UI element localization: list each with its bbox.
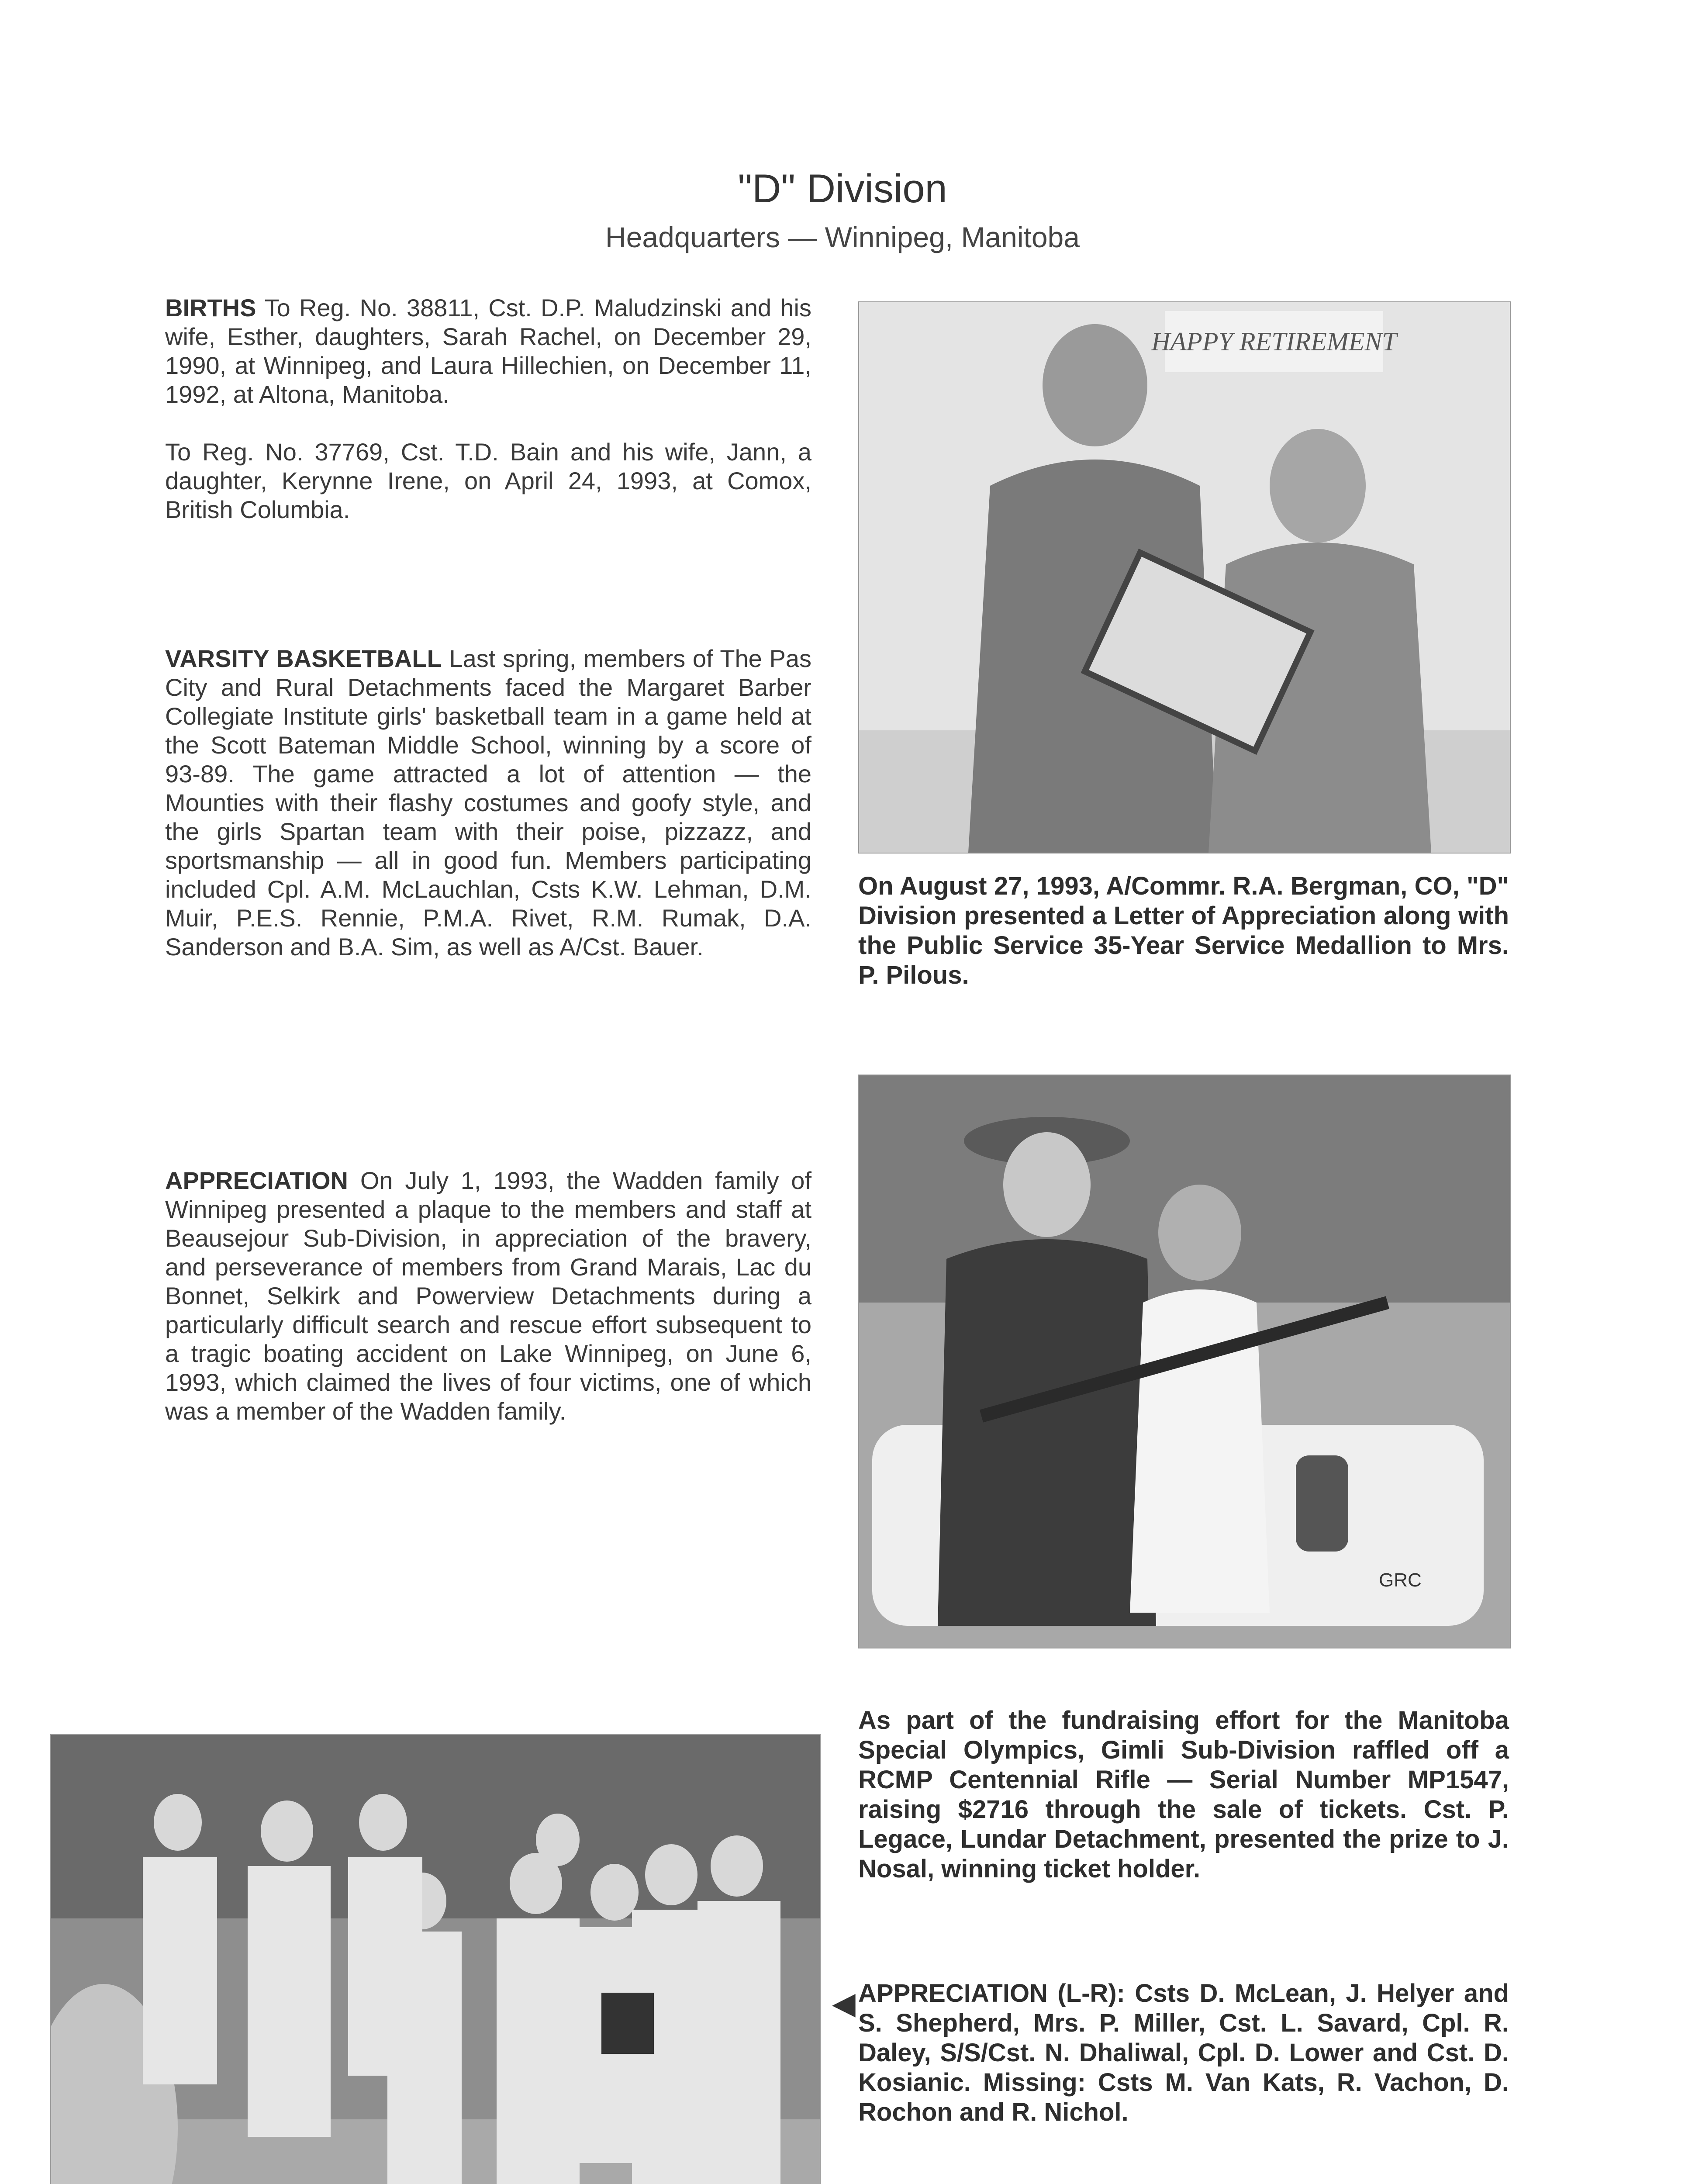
group-caption: APPRECIATION (L-R): Csts D. McLean, J. Helyer and S. Shepherd, Mrs. P. Miller, Cst. L. Savard, Cpl. R. Daley, S/S/Cst. N. Dhaliwal, Cpl. D. Lower and Cst. D. Kosianic. Missing: Csts M. Van Kats, R. Vachon, D. Rochon and R. Nichol. (858, 1979, 1509, 2126)
retirement-photo-image (859, 302, 1510, 853)
basketball-heading: VARSITY BASKETBALL (165, 645, 442, 672)
basketball-paragraph (165, 644, 811, 961)
appreciation-paragraph (165, 1166, 811, 1426)
basketball-section (165, 644, 811, 961)
retirement-photo (858, 301, 1511, 854)
car-decal-text: GRC (1379, 1569, 1422, 1591)
retirement-banner-text: HAPPY RETIREMENT (1151, 327, 1397, 356)
appreciation-text: On July 1, 1993, the Wadden family of Winnipeg presented a plaque to the members and staff at Beausejour Sub-Division, in appreciation of the bravery, and perseverance of members from Grand Marais, Lac du Bonnet, Selkirk and Powerview Detachments during a particularly difficult search and rescue effort subsequent to a tragic boating accident on Lake Winnipeg, on June 6, 1993, which claimed the lives of four victims, one of which was a member of the Wadden family. (165, 1167, 811, 1425)
births-paragraph-2: To Reg. No. 37769, Cst. T.D. Bain and his wife, Jann, a daughter, Kerynne Irene, on April 24, 1993, at Comox, British Columbia. (165, 438, 811, 523)
appreciation-heading: APPRECIATION (165, 1167, 348, 1194)
basketball-text: Last spring, members of The Pas City and Rural Detachments faced the Margaret Barber Collegiate Institute girls' basketball team in a game held at the Scott Bateman Middle School, winning by a score of 93-89. The game attracted a lot of attention — the Mounties with their flashy costumes and goofy style, and the girls Spartan team with their poise, pizzazz, and sportsmanship — all in good fun. Members participating included Cpl. A.M. McLauchlan, Csts K.W. Lehman, D.M. Muir, P.E.S. Rennie, P.M.A. Rivet, R.M. Rumak, D.A. Sanderson and B.A. Sim, as well as A/Cst. Bauer. (165, 645, 812, 961)
births-text-1: To Reg. No. 38811, Cst. D.P. Maludzinski and his wife, Esther, daughters, Sarah Rachel, on December 29, 1990, at Winnipeg, and Laura Hillechien, on December 11, 1992, at Altona, Manitoba. (165, 294, 811, 408)
left-pointer-icon: ◀ (832, 1986, 856, 2020)
page-title: "D" Division (738, 166, 947, 211)
page-subtitle: Headquarters — Winnipeg, Manitoba (605, 221, 1080, 253)
group-photo-image (51, 1735, 820, 2184)
rifle-photo-image (859, 1075, 1510, 1648)
appreciation-section (165, 1166, 811, 1426)
rifle-photo (858, 1075, 1511, 1648)
births-section (165, 294, 811, 524)
retirement-caption: On August 27, 1993, A/Commr. R.A. Bergman, CO, "D" Division presented a Letter of Appreciation along with the Public Service 35-Year Service Medallion to Mrs. P. Pilous. (858, 872, 1509, 989)
births-paragraph-1 (165, 294, 811, 409)
group-photo (50, 1734, 821, 2184)
births-heading: BIRTHS (165, 294, 256, 321)
rifle-caption: As part of the fundraising effort for the Manitoba Special Olympics, Gimli Sub-Division raffled off a RCMP Centennial Rifle — Serial Number MP1547, raising $2716 through the sale of tickets. Cst. P. Legace, Lundar Detachment, presented the prize to J. Nosal, winning ticket holder. (858, 1706, 1509, 1883)
